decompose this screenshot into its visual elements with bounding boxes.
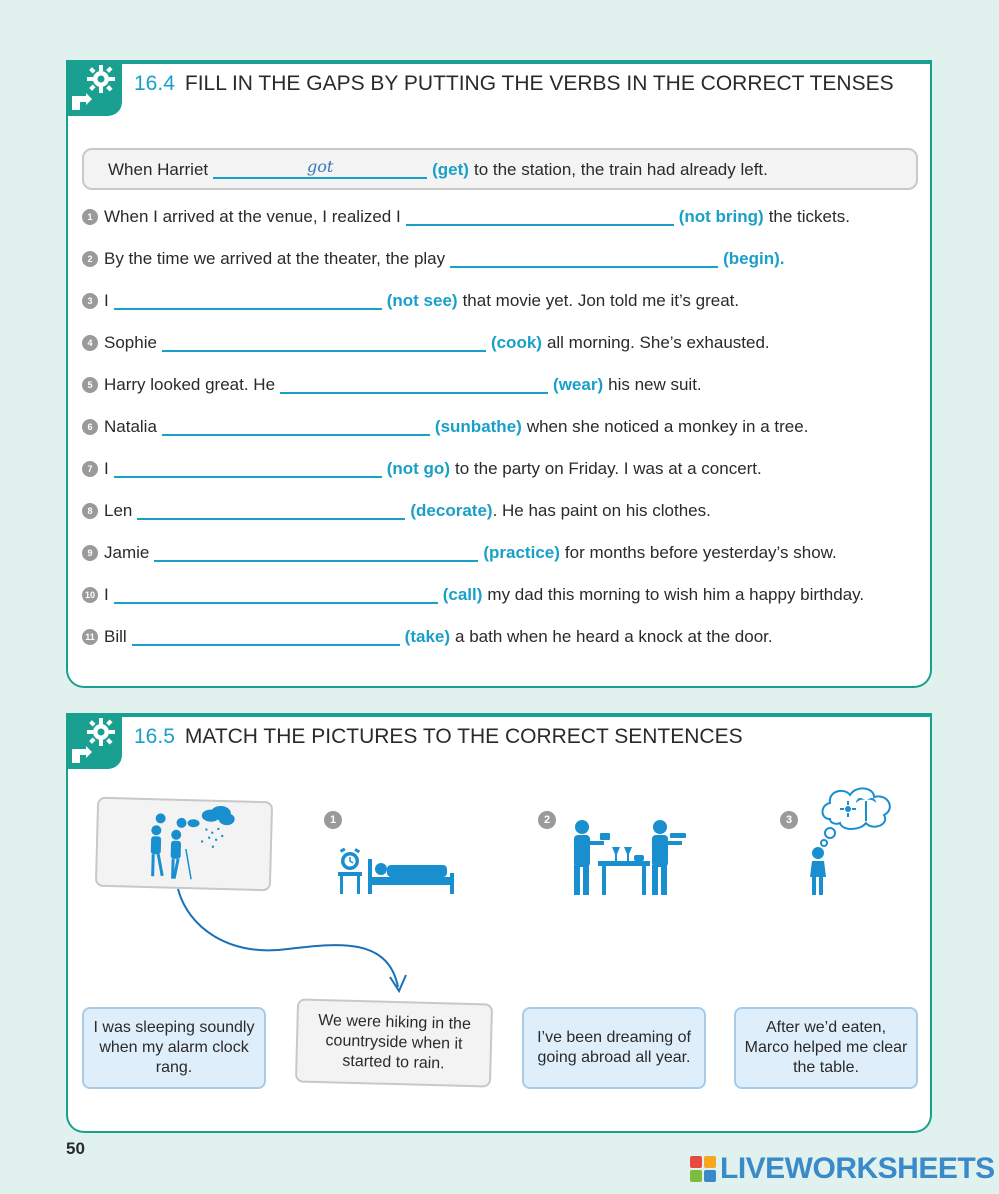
brand-name: LIVEWORKSHEETS: [720, 1152, 995, 1185]
question-number: 6: [82, 419, 98, 435]
sentence-start: Len: [104, 501, 133, 520]
clearing-table-illustration[interactable]: [562, 813, 690, 897]
sentence-start: When I arrived at the venue, I realized I: [104, 207, 401, 226]
verb-hint: (get): [432, 160, 469, 179]
question-5: [82, 372, 702, 398]
sentence-start: Bill: [104, 627, 127, 646]
sentence-end: to the station, the train had already left.: [473, 160, 768, 179]
picture-number: 3: [780, 811, 798, 829]
answer-blank[interactable]: [114, 582, 438, 604]
sentence-card-clearing[interactable]: After we’d eaten, Marco helped me clear the table.: [734, 1007, 918, 1089]
page-number: 50: [66, 1139, 85, 1158]
example-sentence: [108, 157, 768, 183]
sentence-end: a bath when he heard a knock at the door.: [455, 627, 773, 646]
question-3: [82, 288, 739, 314]
question-number: 8: [82, 503, 98, 519]
answer-blank[interactable]: [114, 288, 382, 310]
picture-number: 2: [538, 811, 556, 829]
verb-hint: (take): [404, 627, 451, 646]
sentence-end: to the party on Friday. I was at a concert.: [454, 459, 762, 478]
exercise-number: 16.4: [134, 72, 175, 95]
verb-hint: (decorate): [410, 501, 493, 520]
sentence-end: for months before yesterday’s show.: [564, 543, 837, 562]
question-number: 11: [82, 629, 98, 645]
exercise-16-4-panel: [66, 60, 932, 688]
answer-blank[interactable]: [162, 330, 486, 352]
sentence-end: when she noticed a monkey in a tree.: [526, 417, 809, 436]
question-number: 3: [82, 293, 98, 309]
question-2: [82, 246, 790, 272]
liveworksheets-brand[interactable]: [690, 1152, 995, 1186]
question-4: [82, 330, 770, 356]
question-10: [82, 582, 864, 608]
brand-logo-icon: [690, 1156, 716, 1182]
sentence-end: . He has paint on his clothes.: [492, 501, 711, 520]
sentence-end: all morning. She’s exhausted.: [546, 333, 770, 352]
sentence-end: the tickets.: [768, 207, 850, 226]
exercise-title: [134, 725, 743, 749]
example-box: [82, 148, 918, 190]
question-number: 9: [82, 545, 98, 561]
verb-hint: (begin): [723, 249, 780, 268]
question-number: 2: [82, 251, 98, 267]
sentence-start: When Harriet: [108, 160, 209, 179]
picture-number: 1: [324, 811, 342, 829]
answer-blank[interactable]: [154, 540, 478, 562]
sentence-start: I: [104, 459, 109, 478]
question-number: 5: [82, 377, 98, 393]
verb-hint: (call): [442, 585, 483, 604]
verb-hint: (not go): [386, 459, 450, 478]
example-picture-card: [95, 797, 273, 892]
exercise-title: [134, 72, 894, 96]
sentence-start: Jamie: [104, 543, 150, 562]
sentence-start: Sophie: [104, 333, 157, 352]
question-number: 1: [82, 209, 98, 225]
example-answer: got: [213, 157, 427, 179]
sentence-card-sleeping[interactable]: I was sleeping soundly when my alarm clock rang.: [82, 1007, 266, 1089]
sentence-start: I: [104, 291, 109, 310]
question-9: [82, 540, 837, 566]
verb-hint: (cook): [490, 333, 542, 352]
question-number: 7: [82, 461, 98, 477]
exercise-number: 16.5: [134, 725, 175, 748]
answer-blank[interactable]: [280, 372, 548, 394]
sentence-card-hiking[interactable]: We were hiking in the countryside when it started to rain.: [295, 998, 493, 1087]
question-6: [82, 414, 808, 440]
answer-blank[interactable]: [132, 624, 400, 646]
question-11: [82, 624, 773, 650]
answer-blank[interactable]: [406, 204, 674, 226]
answer-blank[interactable]: [137, 498, 405, 520]
sentence-start: Harry looked great. He: [104, 375, 276, 394]
question-7: [82, 456, 762, 482]
sentence-start: By the time we arrived at the theater, the play: [104, 249, 446, 268]
verb-hint: (practice): [483, 543, 560, 562]
exercise-heading: MATCH THE PICTURES TO THE CORRECT SENTENCES: [184, 725, 743, 748]
answer-blank[interactable]: [114, 456, 382, 478]
gear-icon: [66, 713, 122, 769]
answer-blank[interactable]: [450, 246, 718, 268]
verb-hint: (sunbathe): [434, 417, 522, 436]
question-1: [82, 204, 850, 230]
sentence-end: my dad this morning to wish him a happy birthday.: [487, 585, 865, 604]
question-number: 4: [82, 335, 98, 351]
sentence-end: .: [779, 249, 785, 268]
exercise-16-5-panel: [66, 713, 932, 1133]
verb-hint: (not bring): [678, 207, 764, 226]
sentence-end: that movie yet. Jon told me it’s great.: [462, 291, 740, 310]
sentence-card-dreaming[interactable]: I’ve been dreaming of going abroad all year.: [522, 1007, 706, 1089]
hikers-rain-illustration: [97, 799, 271, 889]
sentence-start: I: [104, 585, 109, 604]
verb-hint: (not see): [386, 291, 458, 310]
gear-icon: [66, 60, 122, 116]
dreaming-illustration[interactable]: [802, 779, 912, 895]
sentence-end: his new suit.: [608, 375, 702, 394]
answer-blank[interactable]: [162, 414, 430, 436]
verb-hint: (wear): [553, 375, 604, 394]
sentence-start: Natalia: [104, 417, 157, 436]
match-arrow: [168, 887, 428, 999]
question-number: 10: [82, 587, 98, 603]
exercise-heading: FILL IN THE GAPS BY PUTTING THE VERBS IN THE CORRECT TENSES: [184, 72, 894, 95]
question-8: [82, 498, 711, 524]
